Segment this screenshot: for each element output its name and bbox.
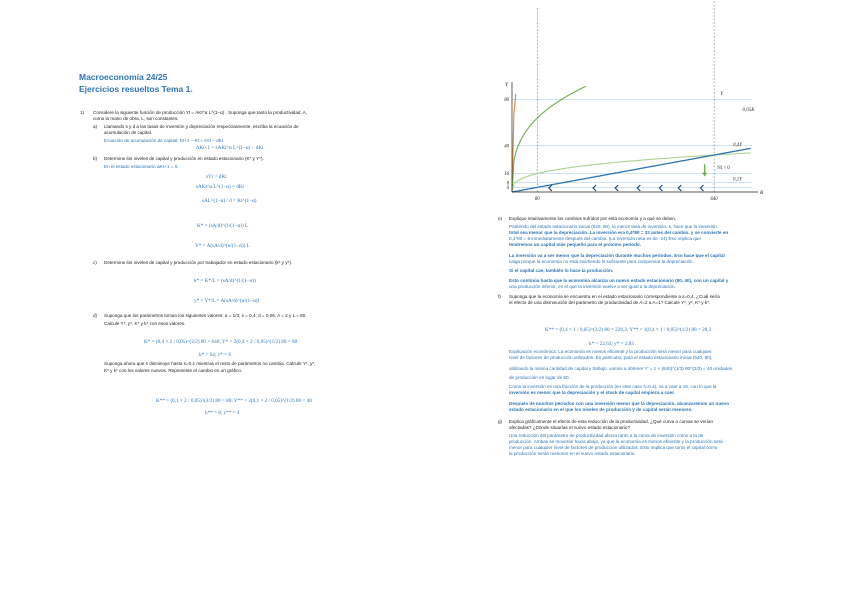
series-label-1: 0,4Y xyxy=(733,142,743,148)
f-line-1: Suponga que la economía se encuentra en el estado estacionario correspondiente a s=0,4. ¿Cuál sería xyxy=(509,294,720,299)
f-p-4: de producción en lugar de 80. xyxy=(509,375,570,380)
c-eq-2: y* = Y*/L = A(sA/d)^(α/(1−α)) xyxy=(194,298,260,304)
f-p-3: utilizando la misma cantidad de capital y trabajo, vamos a obtener Y' = 1 × (640)^(1/3) 80^(2/3) = 40 unidades xyxy=(509,366,733,371)
g-p-3: menor para cualquier nivel de factores de producción utilizados. Esto implica que tanto el capital como xyxy=(509,445,718,450)
y-tick-40: 40 xyxy=(504,144,509,150)
capital-arrow-3 xyxy=(637,185,640,191)
d-eq-4: k** = 8; y** = 4 xyxy=(205,410,240,416)
a-label: a) xyxy=(93,124,98,129)
capital-arrow-1 xyxy=(593,185,596,191)
f-label: f) xyxy=(498,294,501,299)
e-p-4: tendremos un capital más pequeño para el próximo periodo. xyxy=(509,242,641,247)
y-tick-8: 8 xyxy=(506,181,509,187)
d-line-2: Calcule Y*, y*, K* y k* con esos valores. xyxy=(104,321,186,326)
d-line-1: Suponga que los parámetros toman los siguientes valores: α = 1/3; s = 0,4; d = 0,05; A = 2 y L = 80. xyxy=(104,313,307,318)
a-line-1: Llamando s y d a las tasas de inversión y depreciación respectivamente, escriba la ecuación de xyxy=(104,124,299,129)
f-p-2: nivel de factores de producción utilizados. En particular, para el estado estacionario inicial (640, 80), xyxy=(509,355,713,360)
capital-arrow-2 xyxy=(615,185,618,191)
document-subtitle: Ejercicios resueltos Tema 1. xyxy=(79,84,193,94)
capital-arrow-0 xyxy=(549,185,552,191)
g-p-2: producción. Ambas se moverán hacia abajo, ya que la economía es menos eficiente y la producción será xyxy=(509,439,723,444)
curve-01Y xyxy=(512,153,751,192)
b-eq-4: K* = (sA/d)^(1/(1−α)) L xyxy=(197,223,249,229)
e-p-1: Partiendo del estado estacionario inicial (640, 80), la menor tasa de inversión, s, hace que la inversión xyxy=(509,224,717,229)
x-axis-label: K xyxy=(760,190,764,196)
capital-arrow-4 xyxy=(659,185,662,191)
b-eq-5: Y* = A(sA/d)^(α/(1−α)) L xyxy=(195,243,250,249)
c-line-1: Determine los niveles de capital y producción por trabajador en estado estacionario (k* y y*). xyxy=(104,260,293,265)
a-answer-2: ΔKt+1 = sAKt^α L^(1−α) − dKt xyxy=(196,145,264,151)
capital-arrow-5 xyxy=(678,185,681,191)
a-line-2: acumulación de capital. xyxy=(104,130,153,135)
b-answer-1: En el estado estacionario ΔKt+1 = 0. xyxy=(104,164,179,169)
f-p-6: inversión es menor que la depreciación y el stock de capital empieza a caer. xyxy=(509,390,675,395)
b-line-1: Determine los niveles de capital y producción en estado estacionario (K* y Y*). xyxy=(104,156,264,161)
d-label: d) xyxy=(93,313,98,318)
series-label-2: 0,1Y xyxy=(733,177,743,183)
f-p-1: Explicación económica: La economía es menos eficiente y la producción será menor para cualquier xyxy=(509,349,712,354)
q1-number: 1) xyxy=(80,110,85,115)
q1-line-2: como la mano de obra, L, son constantes. xyxy=(93,116,179,121)
e-line-1: Explique intuitivamente los cambios sufridos por esta economía y a qué se deben. xyxy=(509,216,677,221)
d-eq-3: K** = (0,1 × 2 / 0,05)^(3/2) 80 = 80; Y** = 2(0,1 × 2 / 0,05)^(1/2) 80 = 40 xyxy=(156,398,312,404)
g-line-2: afectadas? ¿Dónde situarías el nuevo estado estacionario? xyxy=(509,425,631,430)
x-tick-80: 80 xyxy=(534,197,540,202)
y-tick-4: 4 xyxy=(506,185,509,191)
e-p-8: Esto continúa hasta que la economía alcanza un nuevo estado estacionario (80, 40), con un capital y xyxy=(509,278,729,283)
investment-drop-arrowhead xyxy=(702,173,707,177)
solow-chart xyxy=(492,78,762,212)
e-p-5: La inversión va a ser menor que la depreciación durante muchos periodos. Eso hace que el capital xyxy=(509,253,725,258)
capital-arrow-6 xyxy=(700,185,703,191)
c-eq-1: k* = K*/L = (sA/d)^(1/(1−α)) xyxy=(194,278,256,284)
course-title: Macroeconomía 24/25 xyxy=(79,72,168,82)
b-eq-1: sYt = dKt xyxy=(206,174,227,180)
y-tick-80: 80 xyxy=(504,98,509,104)
e-p-2: total sea menor que la depreciación. La inversión era 0,4*80 = 32 antes del cambio, y se convierte en xyxy=(509,230,729,235)
d-eq-1: K* = (0,4 × 2 / 0,05)^(3/2) 80 = 640; Y* = 2(0,4 × 2 / 0,05)^(1/2) 80 = 80 xyxy=(144,339,298,345)
b-eq-3: sAL^(1−α) / d = Kt^(1−α) xyxy=(202,198,257,204)
e-p-6: caiga porque la economía no está invirtiendo lo suficiente para compensar la depreciación. xyxy=(509,259,694,264)
e-p-9: una producción inferior, en el que la inversión vuelve a ser igual a la depreciación. xyxy=(509,284,676,289)
x-tick-640: 640 xyxy=(710,197,718,202)
net-investment-label: NI < 0 xyxy=(717,165,730,171)
d-line-4: K* y k* con los valores nuevos. Represente el cambio en un gráfico. xyxy=(104,368,243,373)
f-p-7: Después de muchos periodos con una inversión menor que la depreciación, alcanzaremos un nuevo xyxy=(509,401,730,406)
f-eq-2: k* = 22,63; y* = 2,83 xyxy=(589,341,634,347)
series-label-0: Y xyxy=(720,91,724,97)
a-answer-1: Ecuación de acumulación de capital: Kt+1 − Kt = sYt − dKt xyxy=(104,138,224,143)
e-p-3: 0,1*80 = 8 inmediatamente después del cambio. (La inversión neta es de -24) Eso implica que xyxy=(509,236,701,241)
d-eq-2: k* = 64; y* = 8 xyxy=(199,352,231,358)
g-p-1: Una reducción del parámetro de productividad afecta tanto a la curva de inversión como a la de xyxy=(509,433,704,438)
b-label: b) xyxy=(93,156,98,161)
y-axis-label: Y xyxy=(505,82,509,88)
f-line-2: el efecto de una disminución del parámetro de productividad de A=2 a A=1? Calcule Y*, y*, K* y k*. xyxy=(509,300,711,305)
b-eq-2: sAKt^α L^(1−α) = dKt xyxy=(196,184,244,190)
q1-line-1: Considere la siguiente función de producción Yt = AKt^α L^(1−α) . Suponga que tanto la productividad, A, xyxy=(93,110,308,115)
f-p-5: Como la inversión es una fracción de la producción (en este caso s=0,4), va a caer a 16, con lo que la xyxy=(509,384,717,389)
curve-04Y xyxy=(512,86,586,192)
f-p-8: estado estacionario en el que los niveles de producción y de capital serán menores. xyxy=(509,407,693,412)
g-p-4: la producción serán menores en el nuevo estado estacionario. xyxy=(509,451,636,456)
c-label: c) xyxy=(93,260,97,265)
f-eq-1: K** = (0,4 × 1 / 0,05)^(3/2) 80 = 226,3; Y** = 1(0,4 × 1 / 0,05)^(1/2) 80 = 28,3 xyxy=(545,327,712,333)
g-line-1: Explica gráficamente el efecto de esta reducción de la productividad. ¿Qué curva o curvas se verían xyxy=(509,419,714,424)
e-p-7: Si el capital cae, también lo hace la producción. xyxy=(509,268,614,273)
d-line-3: Suponga ahora que s disminuye hasta s=0,1 mientras el resto de parámetros no cambia. Calcule Y*, y*, xyxy=(104,361,316,366)
e-label: e) xyxy=(498,216,503,221)
y-tick-16: 16 xyxy=(504,172,509,178)
g-label: g) xyxy=(498,419,503,424)
series-label-3: 0,05K xyxy=(742,108,755,114)
curve-005K xyxy=(512,148,751,192)
